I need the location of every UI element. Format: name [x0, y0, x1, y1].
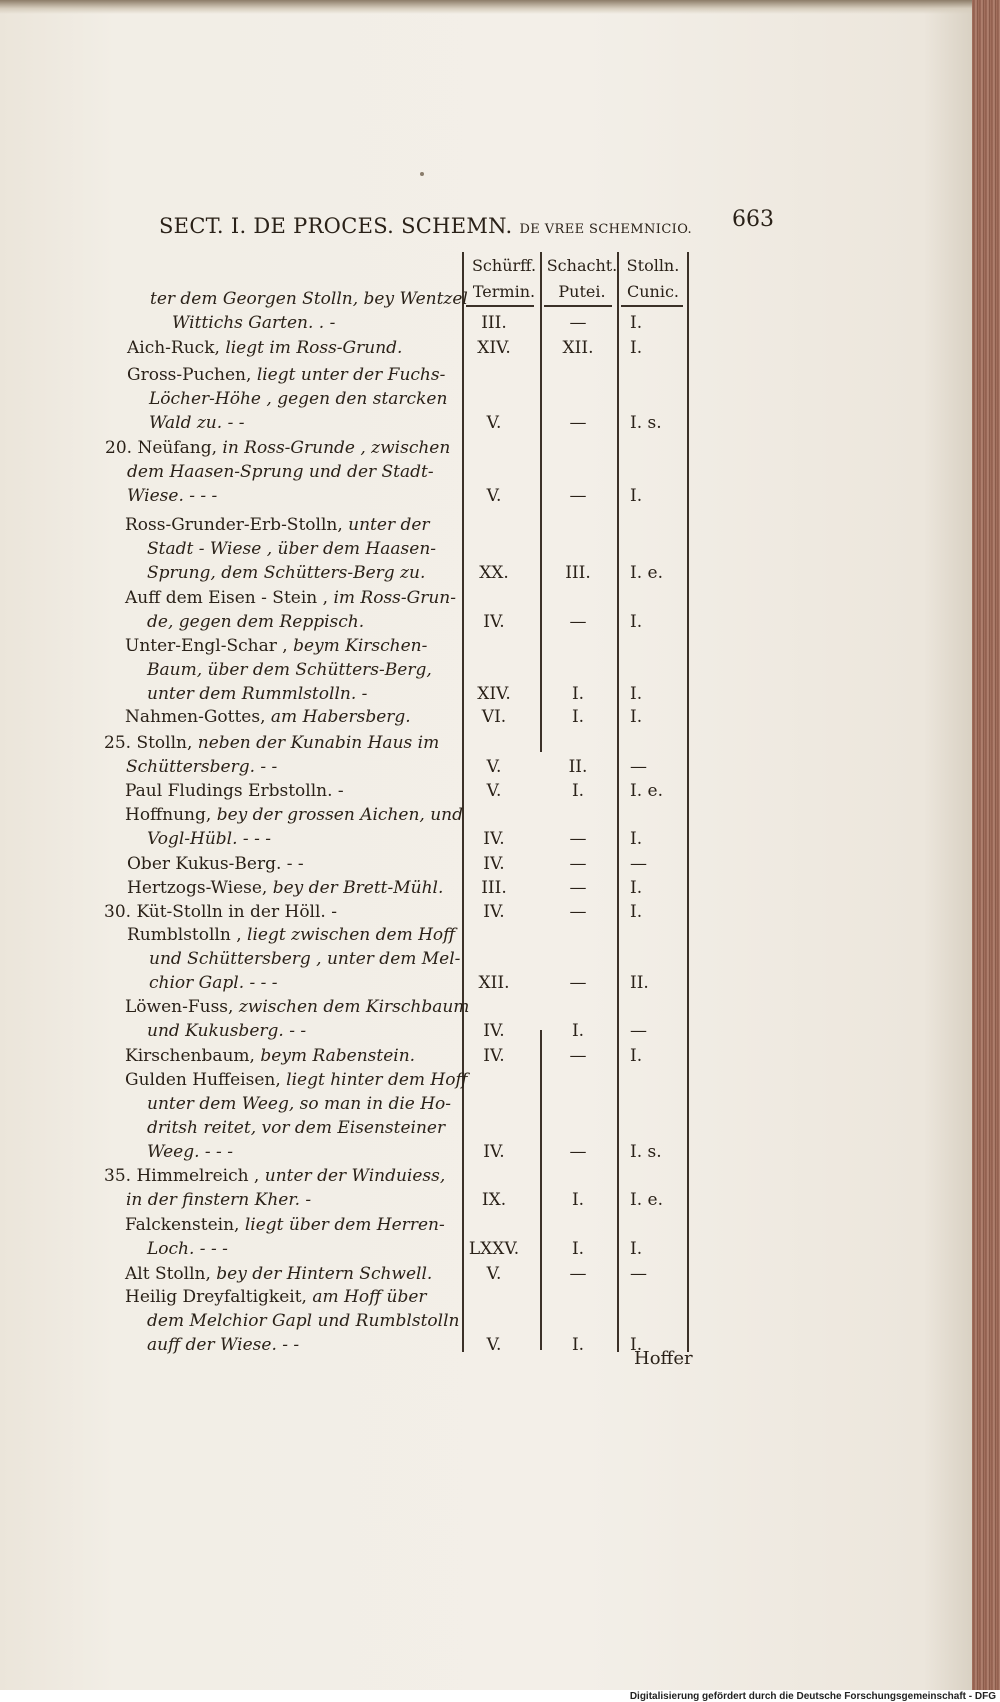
entry-line	[104, 900, 337, 924]
entry-name: Unter-Engl-Schar ,	[125, 636, 294, 656]
entry-line	[104, 731, 439, 755]
running-head-title: SECT. I. DE PROCES. SCHEMN.	[159, 214, 513, 238]
cell-termin: IX.	[481, 1190, 507, 1210]
cell-putei: —	[569, 902, 587, 922]
cell-termin: VI.	[481, 707, 507, 727]
cell-termin: V.	[486, 486, 502, 506]
entry-location: im Ross-Grun-	[333, 588, 456, 608]
cell-termin: III.	[481, 878, 507, 898]
header-rule	[544, 305, 612, 307]
entry-line	[147, 537, 436, 561]
entry-location: zwischen dem Kirschbaum	[238, 997, 470, 1017]
entry-location: de, gegen dem Reppisch.	[147, 612, 365, 632]
entry-location: Weeg. - - -	[147, 1142, 233, 1162]
cell-cunic: I.	[630, 338, 643, 358]
entry-line	[125, 634, 427, 658]
entry-location: liegt unter der Fuchs-	[256, 365, 446, 385]
entry-line	[149, 947, 460, 971]
entry-location: bey der grossen Aichen, und	[216, 805, 463, 825]
entry-location: liegt hinter dem Hoff	[286, 1070, 468, 1090]
cell-cunic: I.	[630, 707, 643, 727]
catchword: Hoffer	[634, 1348, 693, 1369]
entry-name: 30. Küt-Stolln in der Höll. -	[104, 902, 337, 922]
entry-location: in Ross-Grunde , zwischen	[222, 438, 451, 458]
cell-putei: III.	[565, 563, 591, 583]
entry-location: ter dem Georgen Stolln, bey Wentzel	[150, 289, 468, 309]
entry-name: Gulden Huffeisen,	[125, 1070, 287, 1090]
cell-cunic: I.	[630, 1335, 643, 1355]
ink-speck	[420, 172, 424, 176]
entry-location: liegt zwischen dem Hoff	[247, 925, 456, 945]
entry-location: Wiese. - - -	[127, 486, 218, 506]
entry-location: dem Haasen-Sprung und der Stadt-	[127, 462, 434, 482]
entry-location: unter dem Rummlstolln. -	[147, 684, 368, 704]
column-header-putei: Schacht. Putei.	[546, 256, 618, 301]
entry-line	[147, 1333, 299, 1357]
page-top-shadow	[0, 0, 972, 14]
entry-line	[150, 287, 468, 311]
entry-line	[147, 1092, 451, 1116]
cell-putei: I.	[571, 684, 585, 704]
entry-line	[125, 1044, 415, 1068]
cell-termin: IV.	[483, 902, 505, 922]
header-rule	[466, 305, 534, 307]
entry-location: Sprung, dem Schütters-Berg zu.	[147, 563, 426, 583]
cell-termin: V.	[486, 1264, 502, 1284]
cell-cunic: I.	[630, 1239, 643, 1259]
cell-cunic: —	[630, 854, 647, 874]
entry-location: dritsh reitet, vor dem Eisensteiner	[147, 1118, 446, 1138]
cell-cunic: I. e.	[630, 781, 663, 801]
entry-line	[147, 827, 271, 851]
cell-termin: V.	[486, 781, 502, 801]
entry-location: unter der	[348, 515, 430, 535]
entry-line	[147, 1237, 228, 1261]
cell-cunic: I.	[630, 684, 643, 704]
cell-cunic: I.	[630, 612, 643, 632]
entry-location: Wald zu. - -	[149, 413, 245, 433]
entry-location: bey der Hintern Schwell.	[216, 1264, 433, 1284]
entry-location: bey der Brett-Mühl.	[272, 878, 444, 898]
entry-line	[127, 363, 445, 387]
cell-putei: II.	[568, 757, 588, 777]
running-head	[159, 214, 692, 238]
entry-line	[147, 658, 432, 682]
entry-line	[147, 561, 425, 585]
cell-termin: V.	[486, 1335, 502, 1355]
column-rule	[540, 1030, 542, 1350]
entry-line	[147, 1116, 445, 1140]
cell-termin: LXXV.	[468, 1239, 520, 1259]
entry-line	[105, 436, 450, 460]
page-number: 663	[732, 207, 774, 232]
entry-line	[126, 755, 277, 779]
entry-name: 35. Himmelreich ,	[104, 1166, 265, 1186]
entry-location: unter dem Weeg, so man in die Ho-	[147, 1094, 452, 1114]
entry-line	[127, 484, 217, 508]
cell-putei: I.	[571, 707, 585, 727]
cell-putei: —	[569, 313, 587, 333]
cell-cunic: I. e.	[630, 1190, 663, 1210]
digitization-credit: Digitalisierung gefördert durch die Deutsche Forschungsgemeinschaft - DFG	[629, 1691, 996, 1702]
entry-name: Auff dem Eisen - Stein ,	[125, 588, 334, 608]
entry-line	[147, 1309, 459, 1333]
entry-line	[125, 779, 344, 803]
cell-putei: I.	[571, 1239, 585, 1259]
cell-putei: —	[569, 612, 587, 632]
entry-location: und Kukusberg. - -	[147, 1021, 307, 1041]
cell-cunic: —	[630, 1021, 647, 1041]
entry-name: Hertzogs-Wiese,	[127, 878, 273, 898]
cell-cunic: I.	[630, 878, 643, 898]
entry-name: 20. Neüfang,	[105, 438, 223, 458]
entry-name: Paul Fludings Erbstolln. -	[125, 781, 344, 801]
entry-line	[149, 411, 244, 435]
cell-cunic: I.	[630, 829, 643, 849]
cell-cunic: I.	[630, 313, 643, 333]
cell-cunic: I.	[630, 486, 643, 506]
cell-termin: XII.	[478, 973, 510, 993]
cell-cunic: I. e.	[630, 563, 663, 583]
entry-name: Falckenstein,	[125, 1215, 245, 1235]
entry-name: Kirschenbaum,	[125, 1046, 261, 1066]
page-edge	[972, 0, 1000, 1702]
cell-putei: —	[569, 878, 587, 898]
cell-cunic: II.	[630, 973, 649, 993]
entry-location: auff der Wiese. - -	[147, 1335, 300, 1355]
entry-line	[125, 1068, 468, 1092]
entry-name: Aich-Ruck,	[127, 338, 226, 358]
cell-putei: —	[569, 854, 587, 874]
cell-cunic: I. s.	[630, 1142, 662, 1162]
entry-location: neben der Kunabin Haus im	[197, 733, 440, 753]
cell-termin: IV.	[483, 854, 505, 874]
cell-cunic: I.	[630, 902, 643, 922]
cell-termin: XX.	[479, 563, 509, 583]
cell-termin: IV.	[483, 1046, 505, 1066]
entry-line	[127, 460, 434, 484]
cell-putei: I.	[571, 1021, 585, 1041]
cell-putei: I.	[571, 781, 585, 801]
entry-name: Alt Stolln,	[125, 1264, 217, 1284]
entry-location: Wittichs Garten. . -	[172, 313, 336, 333]
cell-putei: —	[569, 829, 587, 849]
column-header-cunic: Stolln. Cunic.	[626, 256, 680, 301]
entry-location: am Habersberg.	[270, 707, 411, 727]
entry-location: Baum, über dem Schütters-Berg,	[147, 660, 432, 680]
entry-line	[104, 1164, 445, 1188]
entry-line	[149, 387, 447, 411]
column-rule	[687, 252, 689, 1352]
entry-line	[125, 586, 456, 610]
cell-putei: —	[569, 1142, 587, 1162]
entry-line	[127, 923, 455, 947]
column-rule	[540, 252, 542, 752]
entry-location: unter der Winduiess,	[264, 1166, 446, 1186]
entry-location: Schüttersberg. - -	[126, 757, 278, 777]
cell-termin: IV.	[483, 1142, 505, 1162]
running-head-subtitle: DE VREE SCHEMNICIO.	[519, 222, 693, 237]
entry-line	[125, 705, 411, 729]
entry-line	[147, 610, 364, 634]
cell-putei: —	[569, 413, 587, 433]
column-rule	[617, 252, 619, 1352]
cell-putei: I.	[571, 1335, 585, 1355]
cell-termin: IV.	[483, 829, 505, 849]
entry-location: beym Rabenstein.	[260, 1046, 416, 1066]
entry-location: dem Melchior Gapl und Rumblstolln	[147, 1311, 460, 1331]
entry-location: chior Gapl. - - -	[149, 973, 278, 993]
entry-line	[125, 803, 463, 827]
cell-cunic: I.	[630, 1046, 643, 1066]
entry-name: Gross-Puchen,	[127, 365, 257, 385]
entry-name: 25. Stolln,	[104, 733, 198, 753]
cell-termin: V.	[486, 757, 502, 777]
cell-putei: —	[569, 1264, 587, 1284]
entry-location: liegt über dem Herren-	[244, 1215, 445, 1235]
entry-name: Heilig Dreyfaltigkeit,	[125, 1287, 313, 1307]
cell-putei: —	[569, 486, 587, 506]
cell-termin: IV.	[483, 1021, 505, 1041]
cell-putei: XII.	[562, 338, 594, 358]
cell-termin: IV.	[483, 612, 505, 632]
entry-name: Nahmen-Gottes,	[125, 707, 271, 727]
cell-putei: —	[569, 1046, 587, 1066]
entry-name: Löwen-Fuss,	[125, 997, 239, 1017]
cell-putei: —	[569, 973, 587, 993]
entry-location: Loch. - - -	[147, 1239, 228, 1259]
cell-termin: III.	[481, 313, 507, 333]
entry-line	[147, 1019, 306, 1043]
entry-name: Ober Kukus-Berg. - -	[127, 854, 304, 874]
entry-line	[125, 995, 469, 1019]
cell-cunic: —	[630, 757, 647, 777]
entry-line	[172, 311, 335, 335]
cell-termin: XIV.	[477, 684, 511, 704]
entry-line	[149, 971, 278, 995]
entry-location: in der finstern Kher. -	[126, 1190, 312, 1210]
cell-termin: V.	[486, 413, 502, 433]
entry-location: liegt im Ross-Grund.	[225, 338, 403, 358]
cell-cunic: I. s.	[630, 413, 662, 433]
cell-termin: XIV.	[477, 338, 511, 358]
entry-location: Löcher-Höhe , gegen den starcken	[149, 389, 448, 409]
column-header-termin: Schürff. Termin.	[471, 256, 537, 301]
entry-location: am Hoff über	[312, 1287, 427, 1307]
entry-location: und Schüttersberg , unter dem Mel-	[149, 949, 461, 969]
entry-line	[127, 876, 443, 900]
footer-bar	[0, 1690, 1000, 1702]
entry-location: Vogl-Hübl. - - -	[147, 829, 271, 849]
entry-line	[126, 1188, 311, 1212]
cell-cunic: —	[630, 1264, 647, 1284]
entry-name: Rumblstolln ,	[127, 925, 248, 945]
entry-line	[127, 336, 402, 360]
entry-line	[125, 1262, 432, 1286]
entry-line	[147, 1140, 233, 1164]
entry-line	[147, 682, 367, 706]
entry-line	[125, 1285, 427, 1309]
entry-name: Ross-Grunder-Erb-Stolln,	[125, 515, 349, 535]
cell-putei: I.	[571, 1190, 585, 1210]
entry-location: Stadt - Wiese , über dem Haasen-	[147, 539, 437, 559]
entry-line	[125, 1213, 445, 1237]
entry-location: beym Kirschen-	[293, 636, 428, 656]
entry-line	[125, 513, 430, 537]
header-rule	[621, 305, 683, 307]
entry-name: Hoffnung,	[125, 805, 217, 825]
entry-line	[127, 852, 304, 876]
